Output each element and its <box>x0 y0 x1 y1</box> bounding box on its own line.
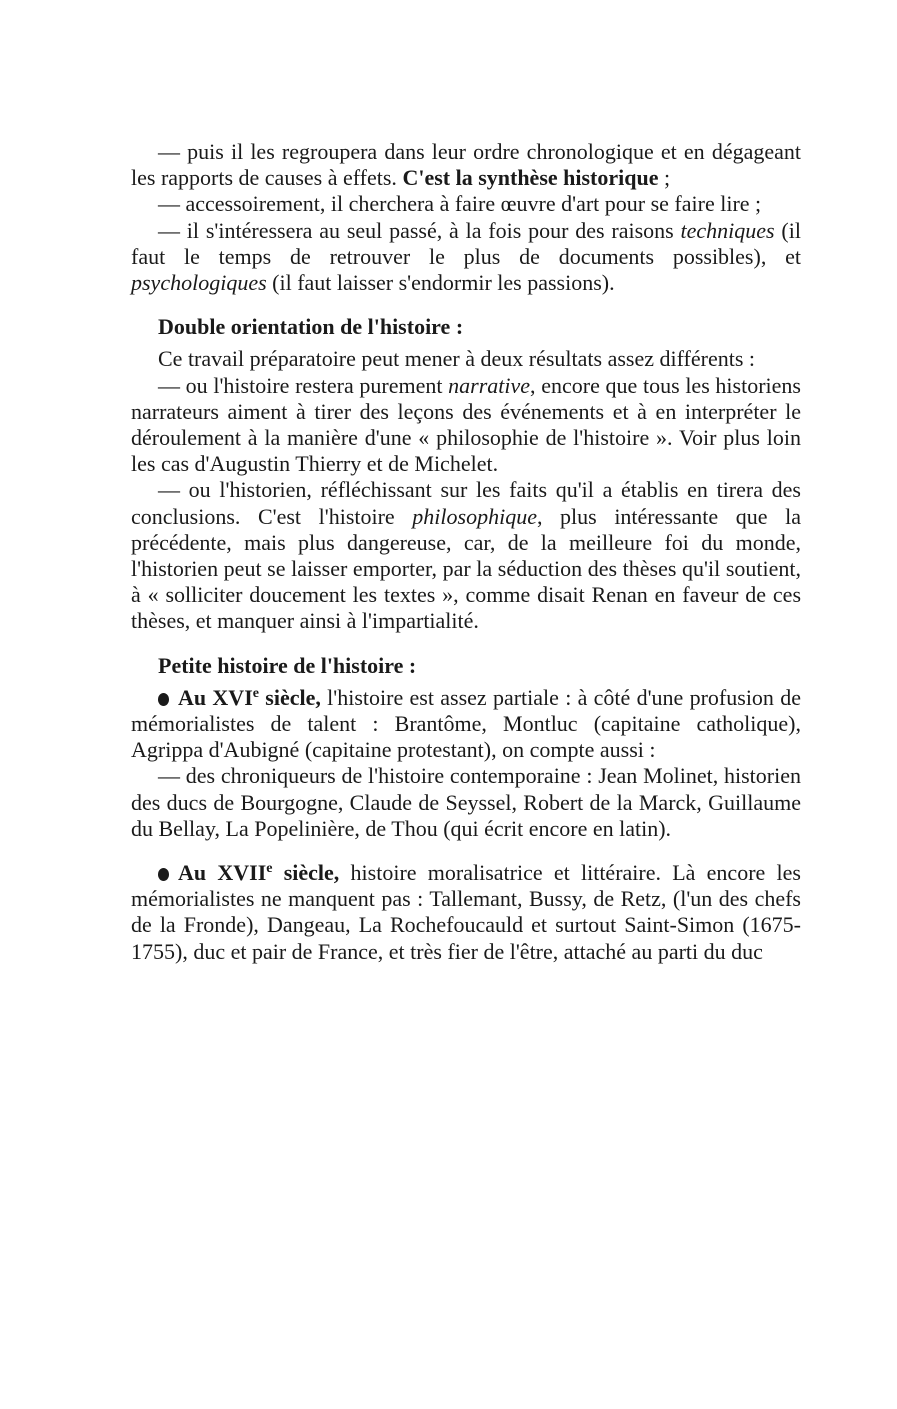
bullet-icon <box>158 868 169 881</box>
century-label: Au XVIe siècle, <box>178 684 321 710</box>
paragraph-xvie-siecle: Au XVIe siècle, l'histoire est assez partiale : à côté d'une profusion de mémorialistes de talent : Brantôme, Montluc (capitaine catholique), Agrippa d'Aubigné (capitaine protestant), on compte aussi : <box>131 684 801 763</box>
emphasis-techniques: techniques <box>680 217 775 243</box>
paragraph-passe: — il s'intéressera au seul passé, à la fois pour des raisons techniques (il faut le temps de retrouver le plus de documents possibles), et psychologiques (il faut laisser s'endormir les passions). <box>131 217 801 296</box>
century-label: Au XVIIe siècle, <box>178 860 340 886</box>
emphasis-psychologiques: psychologiques <box>131 270 267 296</box>
bold-phrase: C'est la synthèse historique <box>402 165 659 191</box>
paragraph-xviie-siecle: Au XVIIe siècle, histoire moralisatrice et littéraire. Là encore les mémorialistes ne manquent pas : Tallemant, Bussy, de Retz, (l'un des chefs de la Fronde), Dangeau, La Rochefoucauld et surtout Saint-Simon (1675-1755), duc et pair de France, et très fier de l'être, attaché au parti du duc <box>131 860 801 964</box>
section-heading-petite-histoire: Petite histoire de l'histoire : <box>158 652 417 678</box>
paragraph-art: — accessoirement, il cherchera à faire œuvre d'art pour se faire lire ; <box>158 191 762 217</box>
page-body <box>131 139 801 965</box>
bullet-icon <box>158 693 169 706</box>
section-heading-double-orientation: Double orientation de l'histoire : <box>158 314 464 340</box>
emphasis-narrative: narrative <box>448 372 531 398</box>
emphasis-philosophique: philosophique <box>412 503 537 529</box>
paragraph-narrative: — ou l'histoire restera purement narrative, encore que tous les historiens narrateurs aiment à tirer des leçons des événements et à en interpréter le déroulement à la manière d'une « philosophie de l'histoire ». Voir plus loin les cas d'Augustin Thierry et de Michelet. <box>131 372 801 477</box>
paragraph-chroniqueurs: — des chroniqueurs de l'histoire contemporaine : Jean Molinet, historien des ducs de Bourgogne, Claude de Seyssel, Robert de la Marck, Guillaume du Bellay, La Popelinière, de Thou (qui écrit encore en latin). <box>131 763 801 841</box>
paragraph-travail: Ce travail préparatoire peut mener à deux résultats assez différents : <box>158 346 756 372</box>
paragraph-philosophique: — ou l'historien, réfléchissant sur les faits qu'il a établis en tirera des conclusions. C'est l'histoire philosophique, plus intéressante que la précédente, mais plus dangereuse, car, de la meilleure foi du monde, l'historien peut se laisser emporter, par la séduction des thèses qu'il soutient, à « solliciter doucement les textes », comme disait Renan en faveur de ces thèses, et manquer ainsi à l'impartialité. <box>131 477 801 634</box>
paragraph-synthese: — puis il les regroupera dans leur ordre chronologique et en dégageant les rapports de causes à effets. C'est la synthèse historique ; <box>131 139 801 191</box>
